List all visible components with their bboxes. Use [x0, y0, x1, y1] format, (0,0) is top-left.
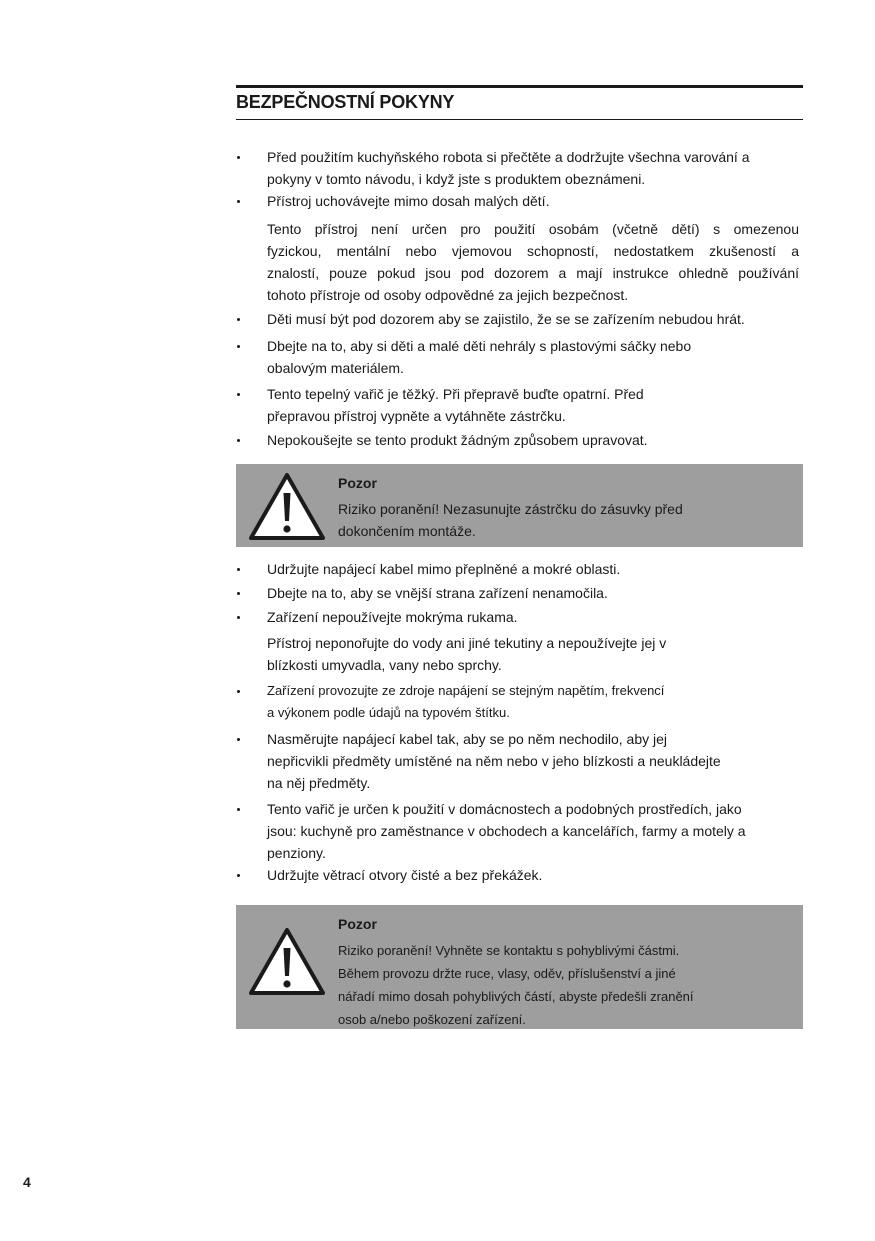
- safety-list-5: [236, 728, 802, 886]
- list-item: Dbejte na to, aby se vnější strana zařízení nenamočila.: [236, 582, 802, 604]
- warning-box-1: [236, 464, 803, 547]
- page-number: 4: [23, 1174, 31, 1190]
- list-item: Zařízení provozujte ze zdroje napájení se stejným napětím, frekvencí a výkonem podle údajů na typovém štítku.: [236, 680, 802, 724]
- paragraph-children-capability: Tento přístroj není určen pro použití osobám (včetně dětí) s omezenou fyzickou, mentální nebo vjemovou schopností, nedostatkem zkušeností a znalostí, pouze pokud jsou pod dozorem a mají instrukce ohledně používání tohoto přístroje od osoby odpovědné za jejich bezpečnost.: [267, 221, 799, 303]
- list-item: Udržujte větrací otvory čisté a bez překážek.: [236, 864, 802, 886]
- safety-list-3: [236, 558, 802, 628]
- safety-list-2: [236, 308, 802, 451]
- list-item: Zařízení nepoužívejte mokrýma rukama.: [236, 606, 802, 628]
- list-item: Přístroj uchovávejte mimo dosah malých dětí.: [236, 190, 802, 212]
- heading-rule-top: [236, 85, 803, 88]
- heading-rule-bottom: [236, 119, 803, 120]
- list-item: Tento tepelný vařič je těžký. Při přepravě buďte opatrní. Před přepravou přístroj vypněte a vytáhněte zástrčku.: [236, 383, 802, 427]
- list-item: Tento vařič je určen k použití v domácnostech a podobných prostředích, jako jsou: kuchyně pro zaměstnance v obchodech a kancelářích, farmy a motely a penziony.: [236, 798, 802, 864]
- warning-title: Pozor: [338, 916, 377, 932]
- warning-box-2: [236, 905, 803, 1029]
- warning-title: Pozor: [338, 475, 377, 491]
- safety-list-1: [236, 146, 802, 212]
- warning-triangle-icon: [247, 926, 327, 997]
- warning-triangle-icon: [247, 471, 327, 542]
- list-item: Před použitím kuchyňského robota si přečtěte a dodržujte všechna varování a pokyny v tomto návodu, i když jste s produktem obeznámeni.: [236, 146, 802, 190]
- warning-text: Riziko poranění! Nezasunujte zástrčku do zásuvky před dokončením montáže.: [338, 501, 683, 539]
- list-item: Dbejte na to, aby si děti a malé děti nehrály s plastovými sáčky nebo obalovým materiálem.: [236, 335, 802, 379]
- paragraph-water: Přístroj neponořujte do vody ani jiné tekutiny a nepoužívejte jej v blízkosti umyvadla, vany nebo sprchy.: [267, 635, 667, 673]
- list-item: Nasměrujte napájecí kabel tak, aby se po něm nechodilo, aby jej nepřicvikli předměty umístěné na něm nebo v jeho blízkosti a neukládejte na něj předměty.: [236, 728, 802, 794]
- list-item: Děti musí být pod dozorem aby se zajistilo, že se se zařízením nebudou hrát.: [236, 308, 802, 330]
- list-item: Nepokoušejte se tento produkt žádným způsobem upravovat.: [236, 429, 802, 451]
- safety-list-4: [236, 680, 802, 724]
- list-item: Udržujte napájecí kabel mimo přeplněné a mokré oblasti.: [236, 558, 802, 580]
- warning-text: Riziko poranění! Vyhněte se kontaktu s pohyblivými částmi. Během provozu držte ruce, vlasy, oděv, příslušenství a jiné nářadí mimo dosah pohyblivých částí, abyste předešli zranění osob a/nebo poškození zařízení.: [338, 943, 694, 1027]
- page-title: BEZPEČNOSTNÍ POKYNY: [236, 92, 455, 112]
